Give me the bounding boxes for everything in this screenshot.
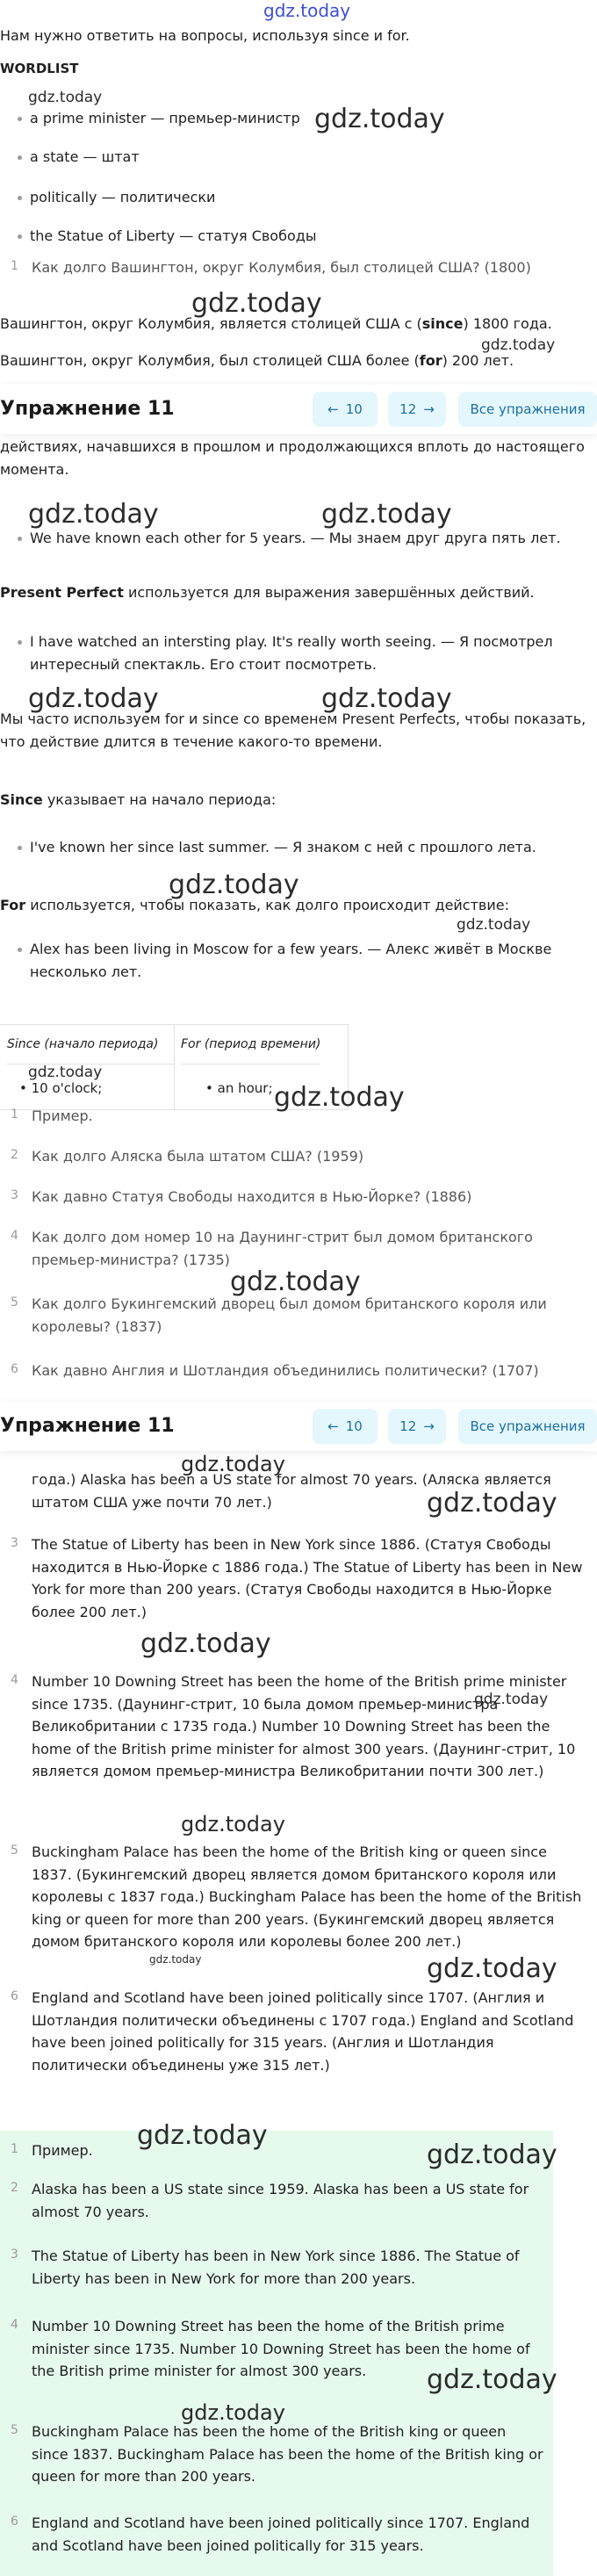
watermark: gdz.today: [28, 89, 103, 106]
wordlist-item: the Statue of Liberty — статуя Свободы: [18, 225, 597, 248]
arrow-left-icon: ←: [327, 1418, 339, 1434]
answer-item: 1 Пример.: [11, 2142, 93, 2159]
translation-item: 5 Buckingham Palace has been the home of the British king or queen since 1837. (Букингемский дворец является домом британского короля или королевы с 1837 года.) Buckingham Palace has been the home of the British king or queen for more than 200 years. (Букингемский дворец является домом британского короля или королевы более 200 лет.): [11, 1844, 582, 1951]
watermark: gdz.today: [181, 2400, 285, 2425]
watermark: gdz.today: [427, 2364, 557, 2395]
example-item: I have watched an intersting play. It's really worth seeing. — Я посмотрел интересный спектакль. Его стоит посмотреть.: [18, 631, 597, 675]
watermark: gdz.today: [137, 2120, 268, 2151]
table-header-since: Since (начало периода): [7, 1025, 175, 1064]
prev-exercise-button[interactable]: ← 10: [313, 1409, 378, 1444]
next-exercise-button[interactable]: 12 →: [388, 1409, 446, 1444]
exercise-nav-bar: [0, 385, 597, 434]
watermark: gdz.today: [481, 336, 556, 354]
watermark: gdz.today: [263, 0, 351, 21]
watermark: gdz.today: [457, 916, 531, 934]
answer-item: 6 England and Scotland have been joined politically since 1707. England and Scotland have been joined politically for 315 years.: [11, 2515, 530, 2554]
example-item: Alex has been living in Moscow for a few years. — Алекс живёт в Москве несколько лет.: [18, 938, 597, 983]
answer-item: 3 The Statue of Liberty has been in New York since 1886. The Statue of Liberty has been in New York for more than 200 years.: [11, 2248, 520, 2287]
table-header-for: For (период времени): [181, 1025, 320, 1064]
watermark: gdz.today: [321, 683, 452, 714]
watermark: gdz.today: [181, 1812, 285, 1836]
wordlist-item: a prime minister — премьер-министр: [18, 107, 597, 130]
arrow-right-icon: →: [423, 1418, 435, 1434]
answer-item: 5 Buckingham Palace has been the home of the British king or queen since 1837. Buckingham Palace has been the home of the British king or queen for more than 200 years.: [11, 2423, 543, 2486]
all-exercises-button[interactable]: Все упражнения: [458, 392, 597, 427]
arrow-left-icon: ←: [327, 401, 339, 417]
answer-for: Вашингтон, округ Колумбия, был столицей США более (for) 200 лет.: [0, 352, 514, 369]
exercise-nav-bar: [0, 1402, 597, 1451]
translation-item: 3 The Statue of Liberty has been in New York since 1886. (Статуя Свободы находится в Нью-Йорке с 1886 года.) The Statue of Liberty has been in New York for more than 200 years. (Статуя Свободы находится в Нью-Йорке более 200 лет.): [11, 1536, 583, 1620]
translation-item: 6 England and Scotland have been joined politically since 1707. (Англия и Шотландия политически объединены с 1707 года.) England and Scotland have been joined politically for 315 years. (Англия и Шотландия политически объединены уже 315 лет.): [11, 1989, 574, 2074]
watermark: gdz.today: [427, 1953, 557, 1984]
watermark: gdz.today: [427, 2139, 557, 2170]
theory-text: Мы часто используем for и since со временем Present Perfects, чтобы показать, что действие длится в течение какого-то времени.: [0, 711, 586, 750]
theory-text: действиях, начавшихся в прошлом и продолжающихся вплоть до настоящего момента.: [0, 438, 585, 478]
answer-since: Вашингтон, округ Колумбия, является столицей США с (since) 1800 года.: [0, 315, 552, 332]
exercise-title: Упражнение 11: [0, 1415, 175, 1438]
wordlist-item: a state — штат: [18, 146, 597, 169]
watermark: gdz.today: [230, 1266, 361, 1297]
theory-text: For используется, чтобы показать, как долго происходит действие:: [0, 897, 509, 913]
watermark: gdz.today: [28, 683, 159, 714]
example-item: We have known each other for 5 years. — Мы знаем друг друга пять лет.: [18, 527, 597, 550]
example-item: I've known her since last summer. — Я знаком с ней с прошлого лета.: [18, 836, 597, 859]
question-item: 1 Пример.: [11, 1108, 93, 1124]
answer-item: 4 Number 10 Downing Street has been the home of the British prime minister since 1735. Number 10 Downing Street has been the home of the British prime minister for almost 300 years.: [11, 2318, 530, 2380]
watermark: gdz.today: [314, 104, 445, 134]
question-item: 2 Как долго Аляска была штатом США? (1959): [11, 1148, 364, 1165]
exercise-title: Упражнение 11: [0, 398, 175, 421]
translation-item: 4 Number 10 Downing Street has been the home of the British prime minister since 1735. (Даунинг-стрит, 10 была домом премьер-министра Великобритании с 1735 года.) Number 10 Downing Street has been the home of the British prime minister for almost 300 years. (Даунинг-стрит, 10 является домом премьер-министра Великобритании почти 300 лет.): [11, 1673, 576, 1780]
table-cell-since: • 10 o'clock;: [19, 1080, 103, 1096]
answer-item: 2 Alaska has been a US state since 1959. Alaska has been a US state for almost 70 years.: [11, 2181, 529, 2220]
theory-text: Since указывает на начало периода:: [0, 791, 277, 808]
translation-item: года.) Alaska has been a US state for almost 70 years. (Аляска является штатом США уже почти 70 лет.): [32, 1471, 551, 1511]
wordlist-heading: WORDLIST: [0, 61, 79, 76]
question-item: 5 Как долго Букингемский дворец был домом британского короля или королевы? (1837): [11, 1295, 547, 1335]
arrow-right-icon: →: [423, 401, 435, 417]
watermark: gdz.today: [191, 288, 322, 319]
question-item: 3 Как давно Статуя Свободы находится в Нью-Йорке? (1886): [11, 1188, 472, 1205]
next-exercise-button[interactable]: 12 →: [388, 392, 446, 427]
watermark: gdz.today: [140, 1628, 271, 1659]
watermark: gdz.today: [181, 1452, 285, 1476]
watermark: gdz.today: [169, 869, 299, 900]
question-item: 6 Как давно Англия и Шотландия объединились политически? (1707): [11, 1362, 539, 1379]
prev-exercise-button[interactable]: ← 10: [313, 392, 378, 427]
watermark: gdz.today: [28, 1064, 103, 1081]
watermark: gdz.today: [28, 499, 159, 530]
question-item: 1 Как долго Вашингтон, округ Колумбия, был столицей США? (1800): [11, 259, 531, 276]
intro-text: Нам нужно ответить на вопросы, используя since и for.: [0, 27, 410, 44]
since-for-table: [0, 1024, 349, 1110]
theory-text: Present Perfect используется для выражения завершённых действий.: [0, 584, 535, 601]
watermark: gdz.today: [474, 1691, 549, 1708]
all-exercises-button[interactable]: Все упражнения: [458, 1409, 597, 1444]
watermark: gdz.today: [321, 499, 452, 530]
watermark: gdz.today: [149, 1953, 202, 1966]
question-item: 4 Как долго дом номер 10 на Даунинг-стрит был домом британского премьер-министра? (1735): [11, 1229, 533, 1268]
table-cell-for: • an hour;: [205, 1080, 273, 1096]
watermark: gdz.today: [427, 1488, 557, 1519]
wordlist-item: politically — политически: [18, 186, 597, 209]
watermark: gdz.today: [274, 1082, 405, 1113]
